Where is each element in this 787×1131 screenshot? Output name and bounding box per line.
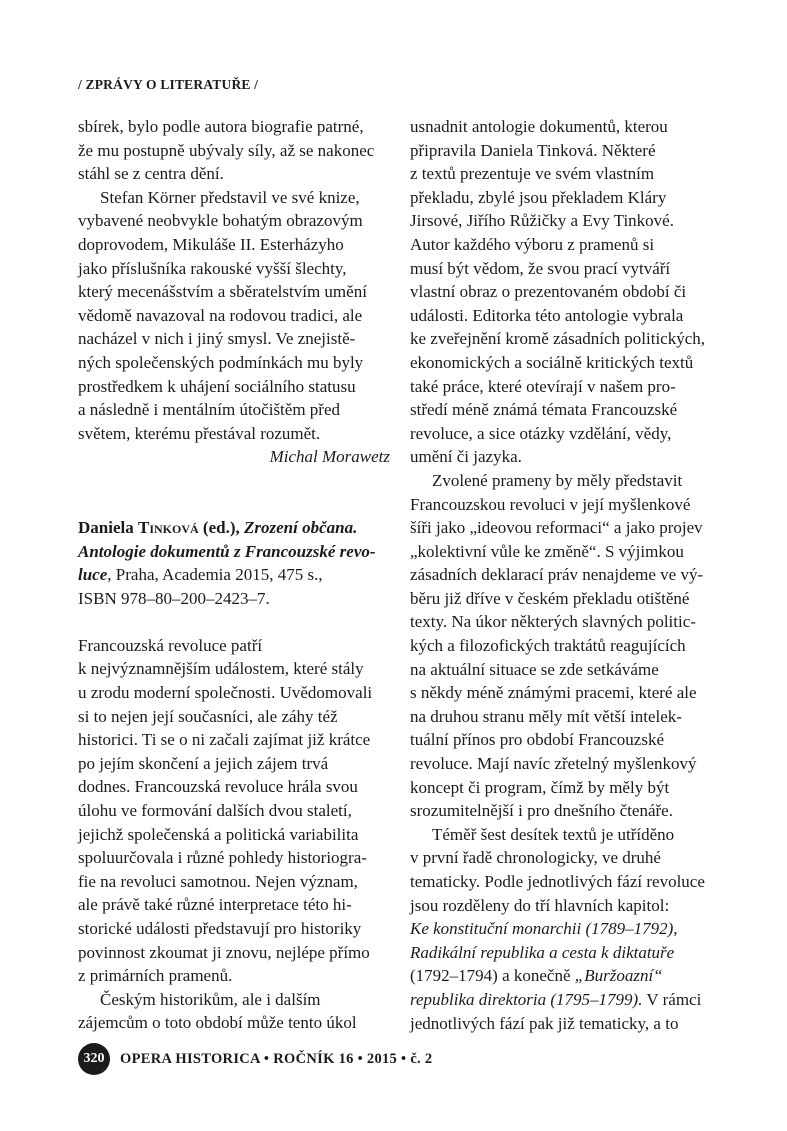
- journal-name: OPERA HISTORICA • ROČNÍK 16 • 2015 • č. 2: [120, 1050, 433, 1067]
- publication-info: , Praha, Academia 2015, 475 s.,: [107, 565, 323, 585]
- text-line: tematicky. Podle jednotlivých fází revoluce: [410, 872, 705, 891]
- text-line: že mu postupně ubývaly síly, až se nakonec: [78, 140, 375, 160]
- text-line: úlohu ve formování dalších dvou staletí,: [78, 801, 352, 821]
- text-line: Francouzskou revoluci v její myšlenkové: [410, 494, 691, 514]
- text-line: po jejím skončení a jejich zájem trvá: [78, 753, 329, 773]
- text-line: vědomě navazoval na rodovou tradici, ale: [78, 305, 363, 325]
- text-line: jsou rozděleny do tří hlavních kapitol:: [410, 895, 670, 915]
- chapter-title-3-end: republika direktoria (1795–1799).: [410, 989, 643, 1009]
- text-line: [410, 964, 710, 988]
- text-line: Francouzská revoluce patří: [78, 635, 263, 655]
- text-line: nacházel v nich i jiný smysl. Ve znejistě-: [78, 329, 356, 349]
- text-line: revoluce, a sice otázky vzdělání, vědy,: [410, 423, 672, 443]
- author-last: Tinková: [137, 517, 199, 537]
- text-line: jednotlivých fází pak již tematicky, a to: [410, 1013, 679, 1033]
- text-line: revoluce. Mají navíc zřetelný myšlenkový: [410, 754, 697, 774]
- text-line: ale právě také různé interpretace této hi-: [78, 895, 352, 915]
- text-line: tuální přínos pro období Francouzské: [410, 730, 665, 750]
- review-signature: Michal Morawetz: [269, 447, 390, 467]
- text-line: z primárních pramenů.: [78, 966, 233, 986]
- text-line: ke zveřejnění kromě zásadních politických,: [410, 329, 706, 349]
- text-line: kých a filozofických traktátů reagujících: [410, 636, 686, 656]
- text-line: ekonomických a sociálně kritických textů: [410, 352, 694, 372]
- text-line: v první řadě chronologicky, ve druhé: [410, 848, 661, 868]
- page-number-badge: 320: [78, 1043, 110, 1075]
- editor-mark: (ed.),: [202, 517, 240, 537]
- text-line: šíři jako „ideovou reformaci“ a jako projev: [410, 518, 703, 538]
- text-line: na druhou stranu měly mít větší intelek-: [410, 706, 682, 726]
- text-line: texty. Na úkor některých slavných politic-: [410, 612, 696, 632]
- paragraph-korner: [78, 186, 390, 446]
- chapter-title-2: Radikální republika a cesta k diktatuře: [410, 942, 675, 962]
- text-line: běru již dříve v českém překladu otištěné: [410, 588, 690, 608]
- left-column: [78, 115, 390, 1035]
- text-line: připravila Daniela Tinková. Některé: [410, 140, 656, 160]
- text-line: Autor každého výboru z pramenů si: [410, 234, 655, 254]
- book-title: Zrození občana.: [244, 517, 358, 537]
- text-line: který mecenášstvím a sběratelstvím umění: [78, 282, 367, 302]
- text-line: ných společenských podmínkách mu byly: [78, 352, 364, 372]
- paragraph-anthology: [410, 115, 710, 469]
- text-line: koncept či program, čímž by měly být: [410, 777, 670, 797]
- text-line: fie na revoluci samotnou. Nejen význam,: [78, 871, 358, 891]
- text-line: si to nejen její současníci, ale záhy též: [78, 706, 338, 726]
- text-line: spoluurčovala i různé pohledy historiogra-: [78, 848, 367, 868]
- text-line: u zrodu moderní společnosti. Uvědomovali: [78, 683, 373, 703]
- citation-line-1: [78, 516, 390, 540]
- text-line: světem, kterému přestával rozumět.: [78, 423, 321, 443]
- text-line: srozumitelnější i pro dnešního čtenáře.: [410, 801, 673, 821]
- paragraph-intro: [78, 634, 390, 988]
- text-line: Jirsové, Jiřího Růžičky a Evy Tinkové.: [410, 211, 674, 231]
- text-line: storické události představují pro historiky: [78, 919, 362, 938]
- text-line: umění či jazyka.: [410, 447, 522, 467]
- running-head: / ZPRÁVY O LITERATUŘE /: [78, 77, 259, 92]
- paragraph-czech-historians: [78, 988, 390, 1035]
- text-line: doprovodem, Mikuláše II. Esterházyho: [78, 234, 344, 254]
- paragraph-structure: [410, 823, 710, 1035]
- text-line: s někdy méně známými pracemi, které ale: [410, 683, 697, 703]
- text-line: musí být vědom, že svou prací vytváří: [410, 258, 671, 278]
- text-line: vybavené neobvykle bohatým obrazovým: [78, 211, 363, 231]
- book-subtitle: Antologie dokumentů z Francouzské revo-: [78, 541, 376, 561]
- book-citation: [78, 516, 390, 610]
- text-line: zásadních deklarací práv nenajdeme ve vý-: [410, 565, 704, 585]
- text-line: události. Editorka této antologie vybrala: [410, 305, 684, 325]
- chapter-title-1: Ke konstituční monarchii (1789–1792),: [410, 919, 678, 939]
- text-line: překladu, zbylé jsou překladem Kláry: [410, 187, 667, 207]
- text-line: středí méně známá témata Francouzské: [410, 400, 678, 420]
- citation-line-3: [78, 563, 390, 587]
- spacer: [78, 469, 390, 516]
- text-line: dodnes. Francouzská revoluce hrála svou: [78, 777, 358, 797]
- text-line: Stefan Körner představil ve své knize,: [100, 187, 360, 207]
- right-column: [410, 115, 710, 1035]
- text-fragment: V rámci: [642, 989, 702, 1009]
- chapter-title: [410, 917, 710, 941]
- text-line: povinnost zkoumat ji znovu, nejlépe přímo: [78, 942, 370, 962]
- book-subtitle-end: luce: [78, 565, 108, 585]
- text-line: „kolektivní vůle ke změně“. S výjimkou: [410, 541, 684, 561]
- text-line: historici. Ti se o ni začali zajímat již krátce: [78, 730, 371, 750]
- text-line: a následně i mentálním útočištěm před: [78, 400, 341, 420]
- text-line: z textů prezentuje ve svém vlastním: [410, 164, 655, 184]
- text-line: vlastní obraz o prezentovaném období či: [410, 282, 687, 302]
- text-line: jejichž společenská a politická variabilita: [78, 824, 359, 844]
- text-line: sbírek, bylo podle autora biografie patrné,: [78, 117, 364, 136]
- chapter-dates: (1792–1794) a konečně: [410, 966, 575, 986]
- page-footer: [78, 1043, 432, 1075]
- chapter-title: [410, 941, 710, 965]
- chapter-title-3-start: „Buržoazní“: [574, 966, 663, 986]
- author-first: Daniela: [78, 517, 134, 537]
- text-line: stáhl se z centra dění.: [78, 164, 224, 184]
- text-line: usnadnit antologie dokumentů, kterou: [410, 117, 668, 136]
- paragraph-continued: [78, 115, 390, 186]
- citation-line-2: [78, 540, 390, 564]
- text-line: prostředkem k uhájení sociálního statusu: [78, 376, 356, 396]
- paragraph-sources: [410, 469, 710, 823]
- text-line: zájemcům o toto období může tento úkol: [78, 1013, 357, 1033]
- text-line: Téměř šest desítek textů je utříděno: [432, 824, 675, 844]
- text-line: Zvolené prameny by měly představit: [432, 470, 683, 490]
- text-line: jako příslušníka rakouské vyšší šlechty,: [78, 258, 347, 278]
- text-line: na aktuální situace se zde setkáváme: [410, 659, 659, 679]
- text-line: také práce, které otevírají v našem pro-: [410, 376, 676, 396]
- isbn: ISBN 978–80–200–2423–7.: [78, 588, 270, 608]
- text-line: Českým historikům, ale i dalším: [100, 989, 321, 1009]
- text-line: [410, 988, 710, 1012]
- text-line: k nejvýznamnějším událostem, které stály: [78, 659, 364, 679]
- spacer: [78, 610, 390, 634]
